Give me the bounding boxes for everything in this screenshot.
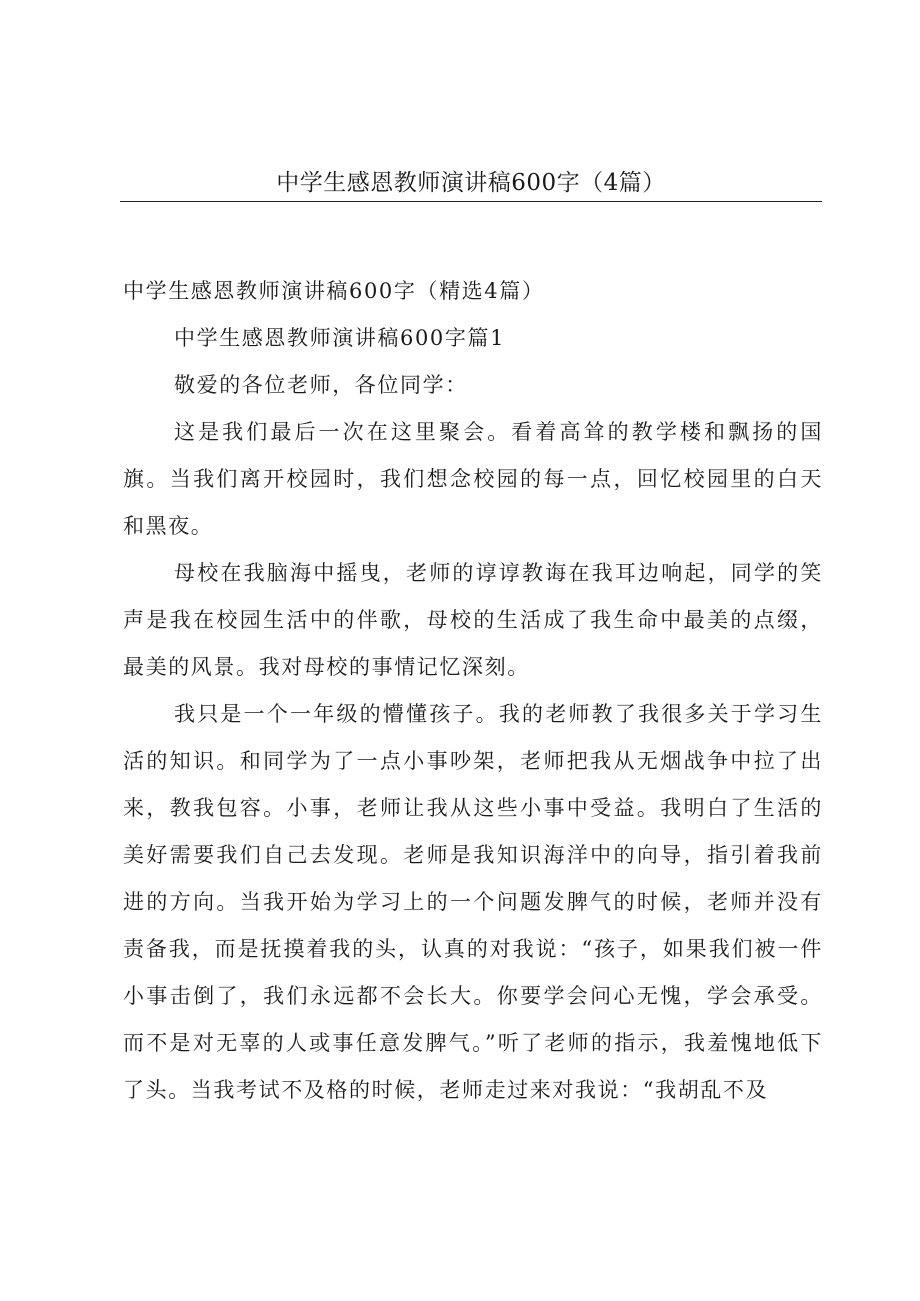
salutation: 敬爱的各位老师，各位同学： bbox=[174, 373, 468, 397]
body-paragraph: 我只是一个一年级的懵懂孩子。我的老师教了我很多关于学习生活的知识。和同学为了一点小事吵架，老师把我从无烟战争中拉了出来，教我包容。小事，老师让我从这些小事中受益。我明白了生活的美好需要我们自己去发现。老师是我知识海洋中的向导，指引着我前进的方向。当我开始为学习上的一个问题发脾气的时候，老师并没有责备我，而是抚摸着我的头，认真的对我说：“孩子，如果我们被一件小事击倒了，我们永远都不会长大。你要学会问心无愧，学会承受。而不是对无辜的人或事任意发脾气。”听了老师的指示，我羞愧地低下了头。当我考试不及格的时候，老师走过来对我说：“我胡乱不及 bbox=[123, 702, 823, 1102]
document-subtitle: 中学生感恩教师演讲稿600字（精选4篇） bbox=[123, 279, 545, 303]
section-heading: 中学生感恩教师演讲稿600字篇1 bbox=[174, 326, 506, 350]
body-paragraph: 这是我们最后一次在这里聚会。看着高耸的教学楼和飘扬的国旗。当我们离开校园时，我们想念校园的每一点，回忆校园里的白天和黑夜。 bbox=[123, 420, 823, 538]
body-paragraph: 母校在我脑海中摇曳，老师的谆谆教诲在我耳边响起，同学的笑声是我在校园生活中的伴歌，母校的生活成了我生命中最美的点缀，最美的风景。我对母校的事情记忆深刻。 bbox=[123, 561, 823, 679]
header-divider bbox=[120, 201, 822, 202]
page-header-title: 中学生感恩教师演讲稿600字（4篇） bbox=[276, 170, 666, 196]
document-body bbox=[123, 268, 823, 1114]
